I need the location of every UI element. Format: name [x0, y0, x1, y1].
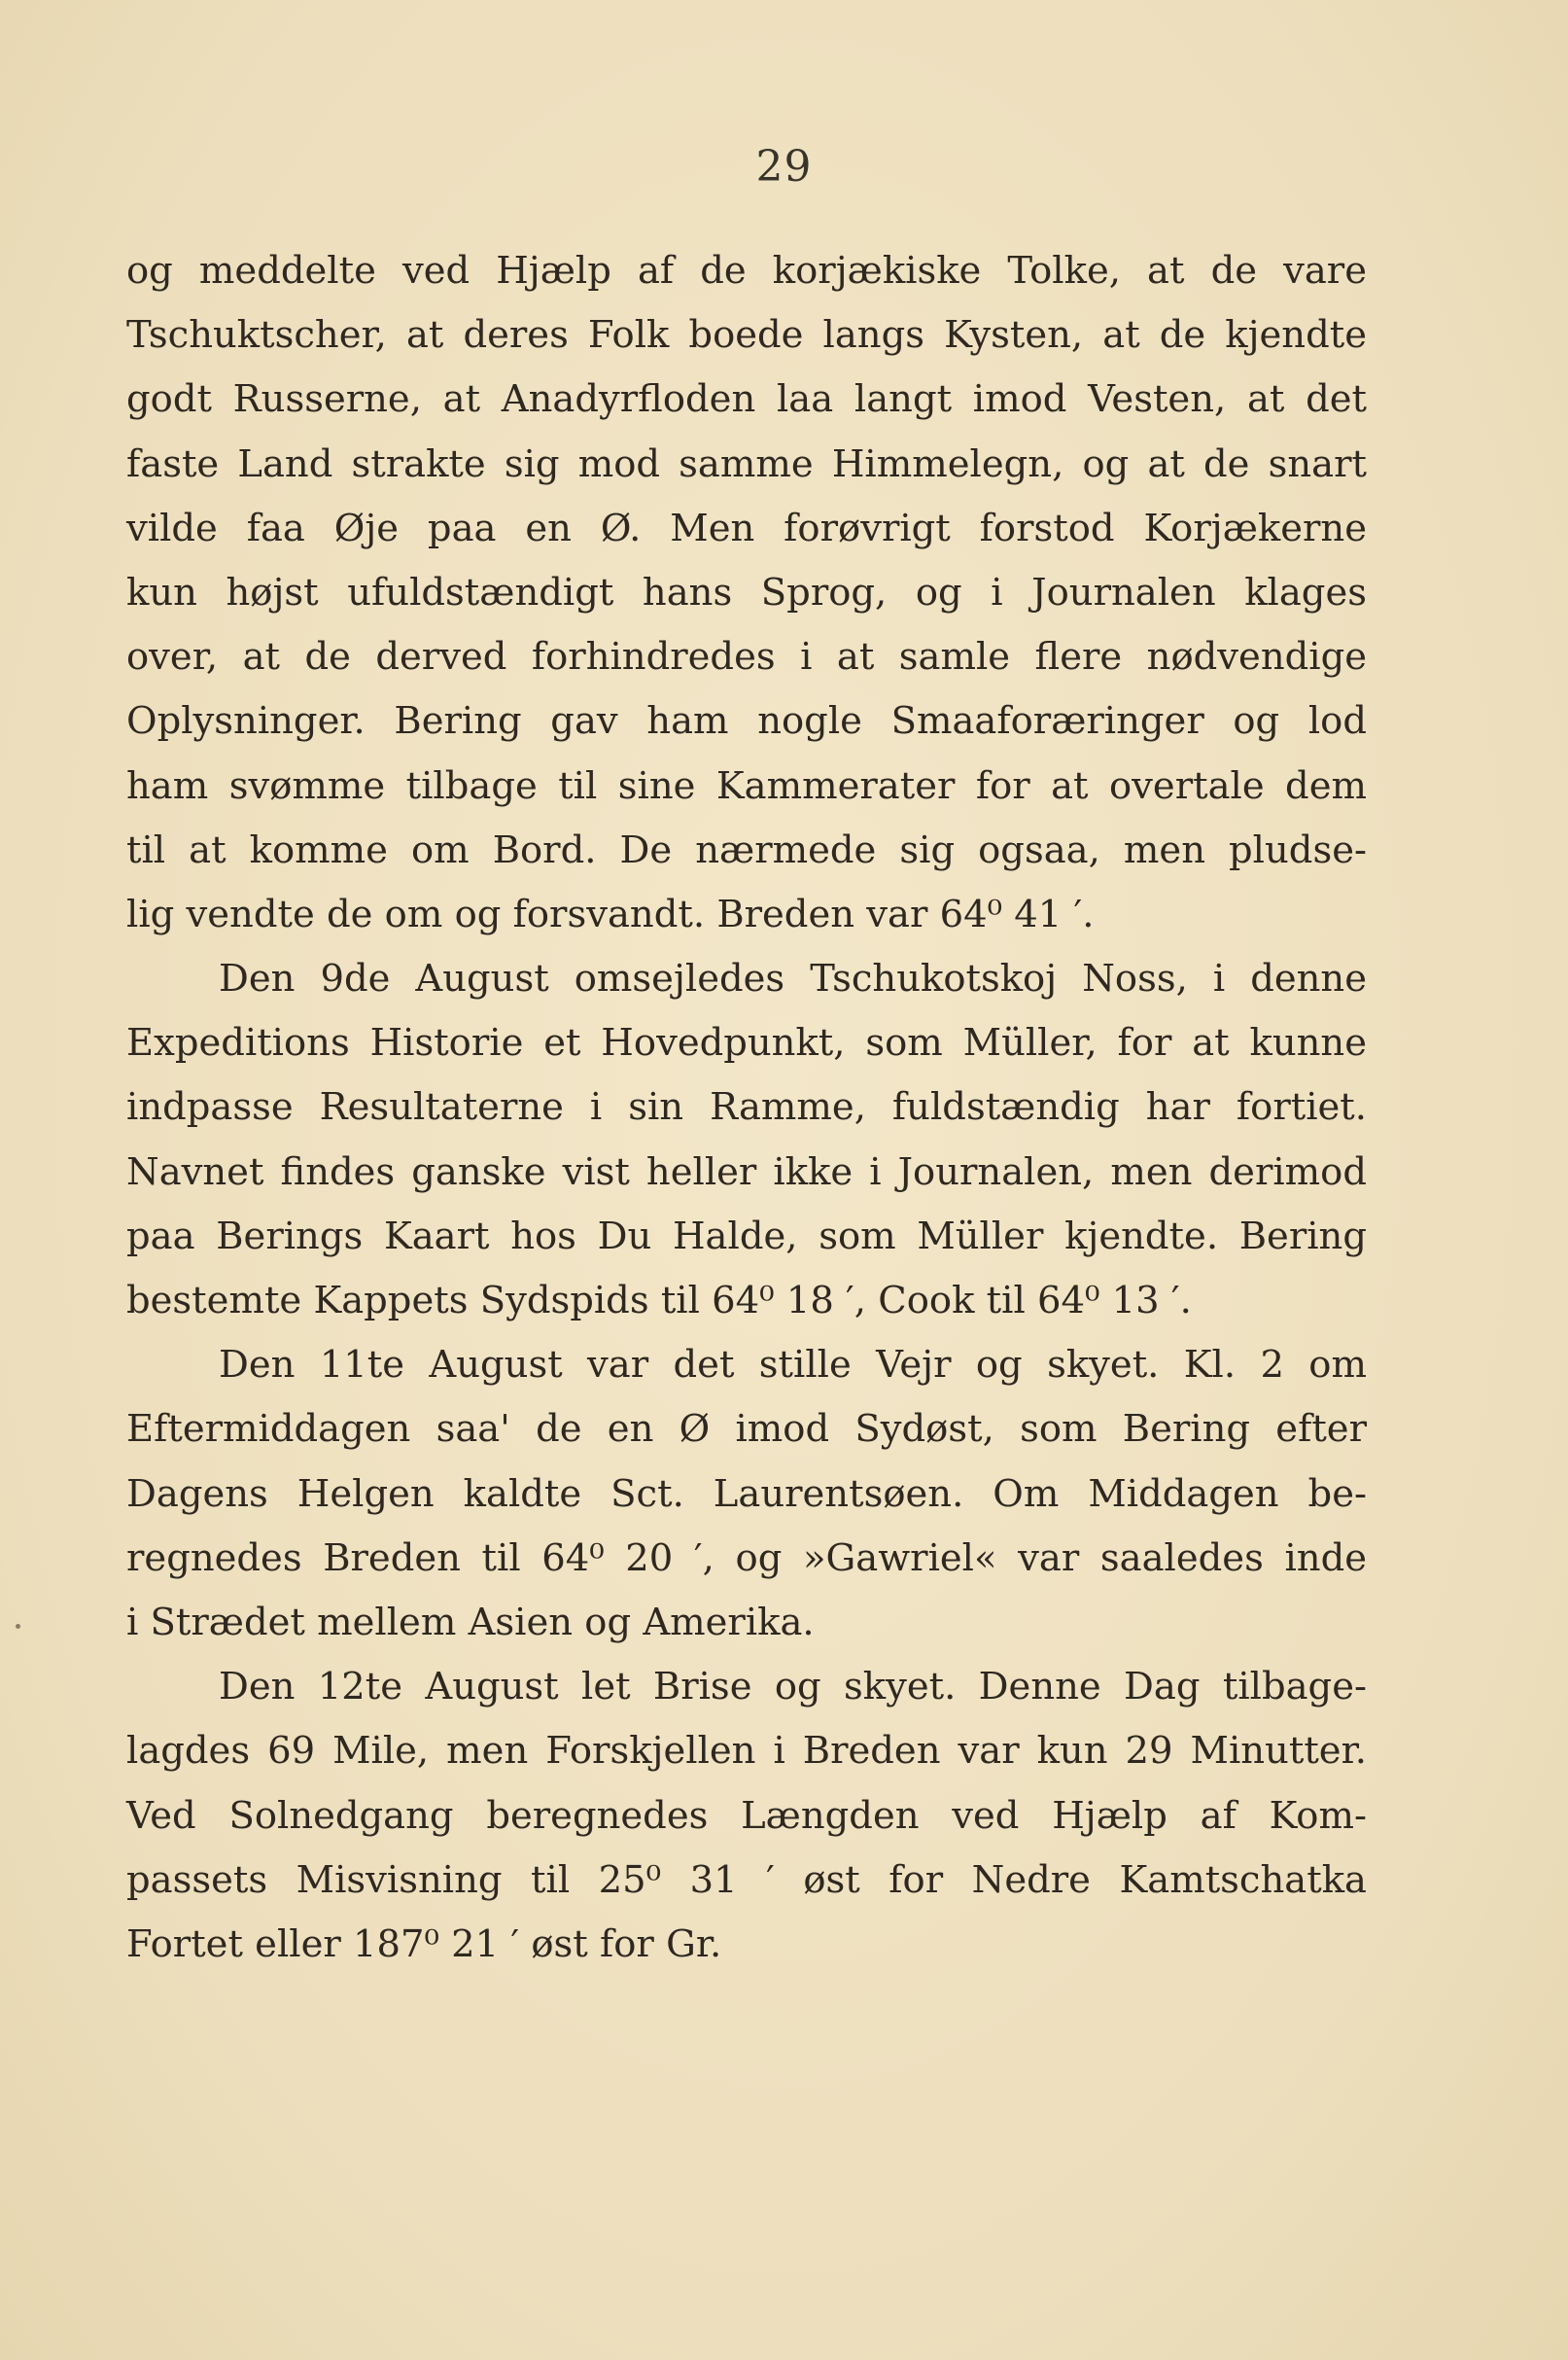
text-line: Den 9de August omsejledes Tschukotskoj Noss, i denne — [219, 957, 1367, 1002]
paper-speck — [16, 1624, 20, 1629]
text-line: kun højst ufuldstændigt hans Sprog, og i Journalen klages — [126, 570, 1367, 615]
text-line: Expeditions Historie et Hovedpunkt, som Müller, for at kunne — [126, 1021, 1367, 1066]
text-line: vilde faa Øje paa en Ø. Men forøvrigt forstod Korjækerne — [126, 506, 1367, 550]
text-line: Oplysninger. Bering gav ham nogle Smaaforæringer og lod — [126, 699, 1367, 744]
text-line: regnedes Breden til 64⁰ 20 ′, og »Gawriel« var saaledes inde — [126, 1535, 1367, 1580]
text-line: ham svømme tilbage til sine Kammerater for at overtale dem — [126, 763, 1367, 808]
text-line: Ved Solnedgang beregnedes Længden ved Hjælp af Kom- — [126, 1793, 1367, 1838]
text-line: lagdes 69 Mile, men Forskjellen i Breden var kun 29 Minutter. — [126, 1729, 1367, 1774]
text-line: Dagens Helgen kaldte Sct. Laurentsøen. Om Middagen be- — [126, 1471, 1367, 1516]
text-line: Den 12te August let Brise og skyet. Denne Dag tilbage- — [219, 1665, 1367, 1709]
text-line: og meddelte ved Hjælp af de korjækiske Tolke, at de vare — [126, 249, 1367, 293]
text-line: Den 11te August var det stille Vejr og skyet. Kl. 2 om — [219, 1343, 1367, 1388]
text-line: lig vendte de om og forsvandt. Breden var 64⁰ 41 ′. — [126, 892, 1095, 936]
text-line: til at komme om Bord. De nærmede sig ogsaa, men pludse- — [126, 828, 1367, 872]
text-line: passets Misvisning til 25⁰ 31 ′ øst for Nedre Kamtschatka — [126, 1857, 1367, 1902]
text-line: Fortet eller 187⁰ 21 ′ øst for Gr. — [126, 1921, 722, 1966]
text-line: paa Berings Kaart hos Du Halde, som Müller kjendte. Bering — [126, 1214, 1367, 1258]
body-text — [126, 239, 1367, 1977]
text-line: indpasse Resultaterne i sin Ramme, fuldstændig har fortiet. — [126, 1085, 1367, 1130]
text-line: bestemte Kappets Sydspids til 64⁰ 18 ′, Cook til 64⁰ 13 ′. — [126, 1279, 1192, 1322]
text-line: Tschuktscher, at deres Folk boede langs Kysten, at de kjendte — [126, 313, 1367, 358]
text-line: faste Land strakte sig mod samme Himmelegn, og at de snart — [126, 441, 1367, 486]
text-line: over, at de derved forhindredes i at samle flere nødvendige — [126, 635, 1367, 680]
text-line: Navnet findes ganske vist heller ikke i Journalen, men derimod — [126, 1149, 1367, 1194]
text-line: i Strædet mellem Asien og Amerika. — [126, 1600, 815, 1644]
page-number: 29 — [755, 142, 813, 192]
text-line: Eftermiddagen saa' de en Ø imod Sydøst, som Bering efter — [126, 1407, 1367, 1452]
text-line: godt Russerne, at Anadyrfloden laa langt imod Vesten, at det — [126, 377, 1367, 422]
